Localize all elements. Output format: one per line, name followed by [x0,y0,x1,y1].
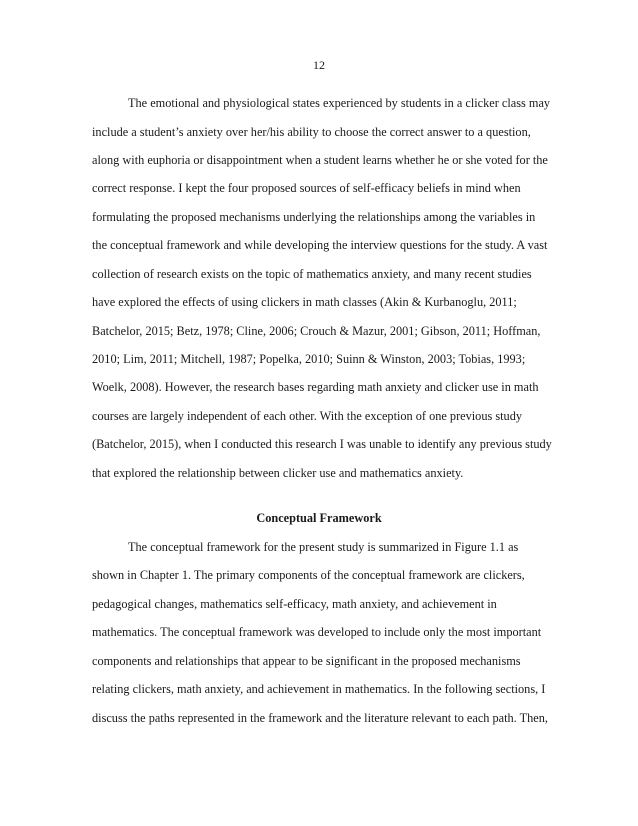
paragraph1-line-2: include a student’s anxiety over her/his ability to choose the correct answer to a question, [92,125,531,139]
paragraph2-line-4: mathematics. The conceptual framework was developed to include only the most important [92,625,542,639]
paragraph1-line-5: formulating the proposed mechanisms underlying the relationships among the variables in [92,210,536,224]
paragraph1-line-7: collection of research exists on the topic of mathematics anxiety, and many recent studies [92,267,532,281]
paragraph2-line-6: relating clickers, math anxiety, and achievement in mathematics. In the following sections, I [92,682,546,696]
paragraph2-line-2: shown in Chapter 1. The primary components of the conceptual framework are clickers, [92,568,525,582]
paragraph1-line-3: along with euphoria or disappointment when a student learns whether he or she voted for the [92,153,548,167]
paragraph1-line-6: the conceptual framework and while developing the interview questions for the study. A vast [92,238,548,252]
paragraph1-line-13: (Batchelor, 2015), when I conducted this research I was unable to identify any previous study [92,437,552,451]
paragraph1-line-12: courses are largely independent of each other. With the exception of one previous study [92,409,522,423]
paragraph1-line-9: Batchelor, 2015; Betz, 1978; Cline, 2006; Crouch & Mazur, 2001; Gibson, 2011; Hoffman, [92,324,541,338]
section-heading: Conceptual Framework [256,511,382,525]
paragraph2-line-5: components and relationships that appear to be significant in the proposed mechanisms [92,654,521,668]
paragraph1-line-8: have explored the effects of using clickers in math classes (Akin & Kurbanoglu, 2011; [92,295,517,309]
paragraph1-line-1: The emotional and physiological states experienced by students in a clicker class may [128,96,551,110]
paragraph1-line-14: that explored the relationship between clicker use and mathematics anxiety. [92,466,464,480]
paragraph1-line-10: 2010; Lim, 2011; Mitchell, 1987; Popelka, 2010; Suinn & Winston, 2003; Tobias, 1993; [92,352,526,366]
paragraph2-line-3: pedagogical changes, mathematics self-efficacy, math anxiety, and achievement in [92,597,497,611]
paragraph1-line-11: Woelk, 2008). However, the research bases regarding math anxiety and clicker use in math [92,380,539,394]
page-number: 12 [313,58,325,72]
paragraph2-line-1: The conceptual framework for the present study is summarized in Figure 1.1 as [128,540,519,554]
paragraph1-line-4: correct response. I kept the four proposed sources of self-efficacy beliefs in mind when [92,181,521,195]
paragraph2-line-7: discuss the paths represented in the framework and the literature relevant to each path. Then, [92,711,548,725]
